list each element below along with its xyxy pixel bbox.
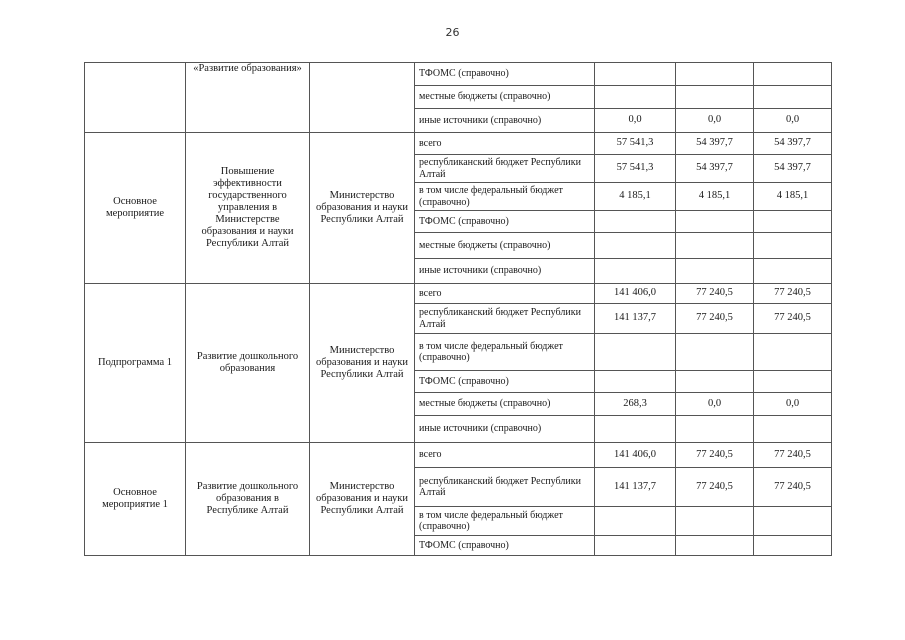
- value-cell-year-1: 4 185,1: [595, 183, 676, 211]
- value-cell-year-1: 141 137,7: [595, 304, 676, 334]
- value-cell-year-2: [676, 536, 754, 556]
- funding-source-cell: в том числе федеральный бюджет (справочно): [415, 334, 595, 371]
- row-executor-cell: Министерство образования и науки Республики Алтай: [310, 133, 415, 284]
- table-row: [85, 443, 832, 468]
- value-cell-year-1: 268,3: [595, 393, 676, 416]
- row-name-cell: «Развитие образования»: [186, 63, 310, 133]
- funding-source-cell: республиканский бюджет Республики Алтай: [415, 155, 595, 183]
- funding-source-cell: местные бюджеты (справочно): [415, 393, 595, 416]
- budget-table-body: [85, 63, 832, 556]
- value-cell-year-3: 4 185,1: [754, 183, 832, 211]
- value-cell-year-3: 0,0: [754, 393, 832, 416]
- row-executor-cell: Министерство образования и науки Республики Алтай: [310, 284, 415, 443]
- value-cell-year-2: [676, 371, 754, 393]
- funding-source-cell: ТФОМС (справочно): [415, 536, 595, 556]
- value-cell-year-1: [595, 211, 676, 233]
- value-cell-year-1: [595, 507, 676, 536]
- value-cell-year-2: 77 240,5: [676, 468, 754, 507]
- funding-source-cell: в том числе федеральный бюджет (справочно): [415, 183, 595, 211]
- value-cell-year-1: 141 406,0: [595, 443, 676, 468]
- row-executor-cell: [310, 63, 415, 133]
- value-cell-year-1: [595, 416, 676, 443]
- value-cell-year-3: 77 240,5: [754, 468, 832, 507]
- funding-source-cell: иные источники (справочно): [415, 259, 595, 284]
- value-cell-year-2: 54 397,7: [676, 155, 754, 183]
- value-cell-year-1: [595, 86, 676, 109]
- value-cell-year-1: 0,0: [595, 109, 676, 133]
- value-cell-year-3: [754, 211, 832, 233]
- value-cell-year-1: [595, 63, 676, 86]
- value-cell-year-3: [754, 536, 832, 556]
- value-cell-year-2: [676, 63, 754, 86]
- value-cell-year-2: 0,0: [676, 393, 754, 416]
- funding-source-cell: всего: [415, 284, 595, 304]
- value-cell-year-2: 77 240,5: [676, 304, 754, 334]
- value-cell-year-2: 54 397,7: [676, 133, 754, 155]
- row-name-cell: Развитие дошкольного образования в Республике Алтай: [186, 443, 310, 556]
- funding-source-cell: ТФОМС (справочно): [415, 63, 595, 86]
- value-cell-year-3: 77 240,5: [754, 443, 832, 468]
- value-cell-year-1: 57 541,3: [595, 155, 676, 183]
- funding-source-cell: всего: [415, 133, 595, 155]
- page-number: 26: [445, 26, 460, 39]
- value-cell-year-2: 0,0: [676, 109, 754, 133]
- value-cell-year-2: [676, 233, 754, 259]
- value-cell-year-2: [676, 416, 754, 443]
- row-type-cell: Подпрограмма 1: [85, 284, 186, 443]
- value-cell-year-3: [754, 416, 832, 443]
- funding-source-cell: местные бюджеты (справочно): [415, 86, 595, 109]
- value-cell-year-1: [595, 334, 676, 371]
- value-cell-year-1: 141 406,0: [595, 284, 676, 304]
- value-cell-year-2: 77 240,5: [676, 284, 754, 304]
- row-type-cell: Основное мероприятие: [85, 133, 186, 284]
- value-cell-year-3: 77 240,5: [754, 304, 832, 334]
- row-name-cell: Развитие дошкольного образования: [186, 284, 310, 443]
- row-name-cell: Повышение эффективности государственного управления в Министерстве образования и науки Республики Алтай: [186, 133, 310, 284]
- funding-source-cell: ТФОМС (справочно): [415, 371, 595, 393]
- value-cell-year-2: [676, 86, 754, 109]
- funding-source-cell: местные бюджеты (справочно): [415, 233, 595, 259]
- value-cell-year-3: [754, 507, 832, 536]
- value-cell-year-3: [754, 371, 832, 393]
- value-cell-year-1: [595, 233, 676, 259]
- budget-table: [84, 62, 832, 556]
- funding-source-cell: иные источники (справочно): [415, 109, 595, 133]
- value-cell-year-2: [676, 211, 754, 233]
- value-cell-year-3: [754, 259, 832, 284]
- funding-source-cell: всего: [415, 443, 595, 468]
- value-cell-year-3: 0,0: [754, 109, 832, 133]
- row-executor-cell: Министерство образования и науки Республики Алтай: [310, 443, 415, 556]
- value-cell-year-1: [595, 371, 676, 393]
- value-cell-year-2: 77 240,5: [676, 443, 754, 468]
- funding-source-cell: республиканский бюджет Республики Алтай: [415, 468, 595, 507]
- value-cell-year-3: [754, 86, 832, 109]
- value-cell-year-3: [754, 63, 832, 86]
- value-cell-year-3: 77 240,5: [754, 284, 832, 304]
- table-row: [85, 133, 832, 155]
- value-cell-year-2: [676, 334, 754, 371]
- value-cell-year-1: [595, 259, 676, 284]
- row-type-cell: [85, 63, 186, 133]
- table-row: [85, 284, 832, 304]
- value-cell-year-3: [754, 334, 832, 371]
- funding-source-cell: в том числе федеральный бюджет (справочно): [415, 507, 595, 536]
- table-row: [85, 63, 832, 86]
- value-cell-year-3: 54 397,7: [754, 133, 832, 155]
- funding-source-cell: иные источники (справочно): [415, 416, 595, 443]
- value-cell-year-2: 4 185,1: [676, 183, 754, 211]
- value-cell-year-2: [676, 259, 754, 284]
- value-cell-year-1: [595, 536, 676, 556]
- value-cell-year-1: 141 137,7: [595, 468, 676, 507]
- row-type-cell: Основное мероприятие 1: [85, 443, 186, 556]
- value-cell-year-3: 54 397,7: [754, 155, 832, 183]
- value-cell-year-2: [676, 507, 754, 536]
- funding-source-cell: республиканский бюджет Республики Алтай: [415, 304, 595, 334]
- funding-source-cell: ТФОМС (справочно): [415, 211, 595, 233]
- value-cell-year-1: 57 541,3: [595, 133, 676, 155]
- value-cell-year-3: [754, 233, 832, 259]
